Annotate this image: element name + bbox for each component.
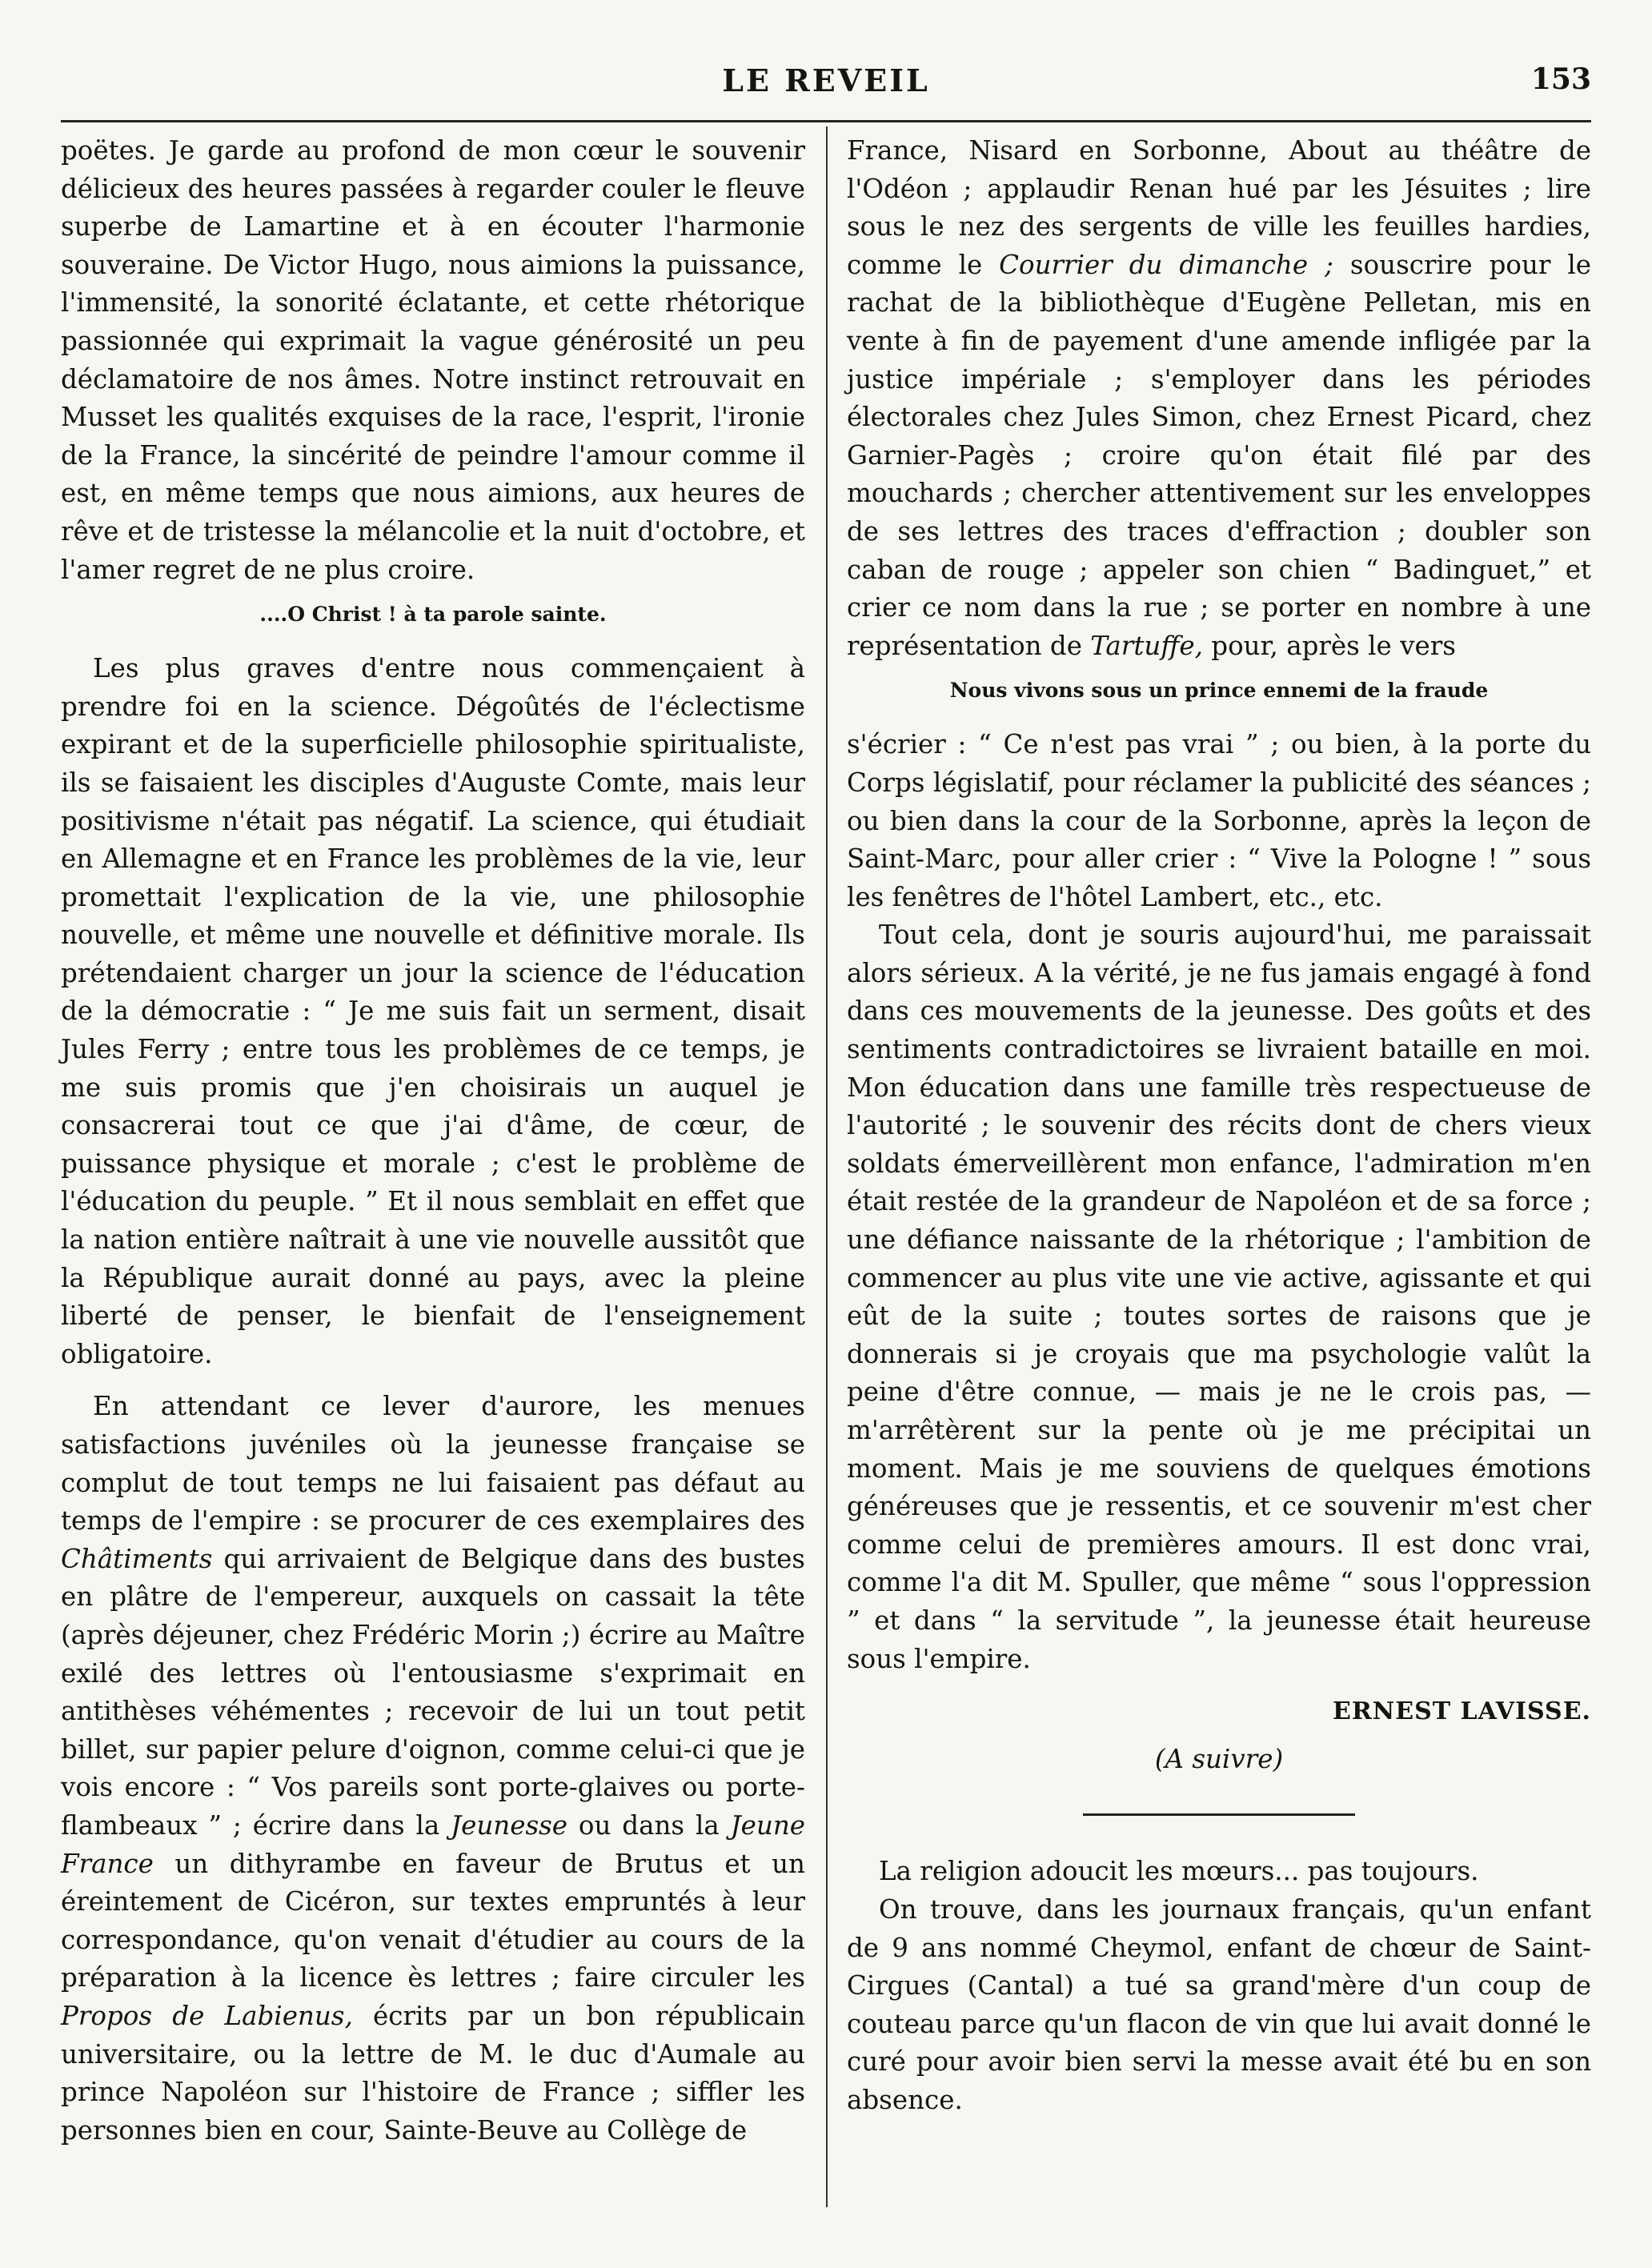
paragraph: s'écrier : “ Ce n'est pas vrai ” ; ou bien, à la porte du Corps législatif, pour réclamer la publicité des séances ; ou bien dans la cour de la Sorbonne, après la leçon de Saint-Marc, pour aller crier : “ Vive la Pologne ! ” sous les fenêtres de l'hôtel Lambert, etc., etc. <box>847 729 1591 912</box>
italic-title: Tartuffe, <box>1090 630 1203 661</box>
text-run: France, Nisard en Sorbonne, About au théâtre de l'Odéon ; applaudir Renan hué par les Jésuites ; lire sous le nez des sergents de ville les feuilles hardies, comme le <box>847 135 1591 280</box>
paragraph <box>61 1388 805 2150</box>
text-run: un dithyrambe en faveur de Brutus et un éreintement de Cicéron, sur textes empruntés à leur correspondance, qu'on venait d'étudier au cours de la préparation à la licence ès lettres ; faire circuler les <box>61 1848 805 1994</box>
text-run: ou dans la <box>567 1809 731 1841</box>
italic-title: Jeune France <box>61 1809 805 1879</box>
column-divider <box>826 126 828 2207</box>
text-run: écrits par un bon républicain universitaire, ou la lettre de M. le duc d'Aumale au prince Napoléon sur l'histoire de France ; siffler les personnes bien en cour, Sainte-Beuve au Collège de <box>61 2000 805 2146</box>
header-rule <box>61 120 1591 122</box>
paragraph <box>847 132 1591 665</box>
text-run: qui arrivaient de Belgique dans des bustes en plâtre de l'empereur, auxquels on cassait la tête (après déjeuner, chez Frédéric Morin ;) écrire au Maître exilé des lettres où l'entousiasme s'exprimait en antithèses véhémentes ; recevoir de lui un tout petit billet, sur papier pelure d'oignon, comme celui-ci que je vois encore : “ Vos pareils sont porte-glaives ou porte-flambeaux ” ; écrire dans la <box>61 1543 805 1841</box>
right-column <box>847 132 1591 2120</box>
left-column <box>61 132 805 2150</box>
text-run: pour, après le vers <box>1202 630 1456 661</box>
paragraph: poëtes. Je garde au profond de mon cœur le souvenir délicieux des heures passées à regarder couler le fleuve superbe de Lamartine et à en écouter l'harmonie souveraine. De Victor Hugo, nous aimions la puissance, l'immensité, la sonorité éclatante, et cette rhétorique passionnée qui exprimait la vague générosité un peu déclamatoire de nos âmes. Notre instinct retrouvait en Musset les qualités exquises de la race, l'esprit, l'ironie de la France, la sincérité de peindre l'amour comme il est, en même temps que nous aimions, aux heures de rêve et de tristesse la mélancolie et la nuit d'octobre, et l'amer regret de ne plus croire. <box>61 135 805 585</box>
italic-title: Propos de Labienus, <box>61 2000 353 2031</box>
paragraph: La religion adoucit les mœurs... pas toujours. <box>879 1856 1479 1887</box>
section-rule <box>1083 1813 1355 1816</box>
italic-title: Jeunesse <box>451 1809 568 1841</box>
page-number: 153 <box>1530 62 1591 96</box>
paragraph: Tout cela, dont je souris aujourd'hui, me paraissait alors sérieux. A la vérité, je ne fus jamais engagé à fond dans ces mouvements de la jeunesse. Des goûts et des sentiments contradictoires se livraient bataille en moi. Mon éducation dans une famille très respectueuse de l'autorité ; le souvenir des récits dont de chers vieux soldats émerveillèrent mon enfance, l'admiration m'en était restée de la grandeur de Napoléon et de sa force ; une défiance naissante de la rhétorique ; l'ambition de commencer au plus vite une vie active, agissante et qui eût de la suite ; toutes sortes de raisons que je donnerais si je croyais que ma psychologie valût la peine d'être connue, — mais je ne le crois pas, — m'arrêtèrent sur la pente où je me précipitai un moment. Mais je me souviens de quelques émotions généreuses que je ressentis, et ce souvenir m'est cher comme celui de premières amours. Il est donc vrai, comme l'a dit M. Spuller, que même “ sous l'oppression ” et dans “ la servitude ”, la jeunesse était heureuse sous l'empire. <box>847 920 1591 1674</box>
text-run: souscrire pour le rachat de la bibliothèque d'Eugène Pelletan, mis en vente à fin de payement d'une amende infligée par la justice impériale ; s'employer dans les périodes électorales chez Jules Simon, chez Ernest Picard, chez Garnier-Pagès ; croire qu'on était filé par des mouchards ; chercher attentivement sur les enveloppes de ses lettres des traces d'effraction ; doubler son caban de rouge ; appeler son chien “ Badinguet,” et crier ce nom dans la rue ; se porter en nombre à une représentation de <box>847 249 1591 661</box>
author-signature: ERNEST LAVISSE. <box>1333 1697 1591 1726</box>
italic-title: Châtiments <box>61 1543 213 1574</box>
italic-title: Courrier du dimanche ; <box>999 249 1333 280</box>
paragraph: Les plus graves d'entre nous commençaient à prendre foi en la science. Dégoûtés de l'éclectisme expirant et de la superficielle philosophie spiritualiste, ils se faisaient les disciples d'Auguste Comte, mais leur positivisme n'était pas négatif. La science, qui étudiait en Allemagne et en France les problèmes de la vie, leur promettait l'explication de la vie, une philosophie nouvelle, et même une nouvelle et définitive morale. Ils prétendaient charger un jour la science de l'éducation de la démocratie : “ Je me suis fait un serment, disait Jules Ferry ; entre tous les problèmes de ce temps, je me suis promis que j'en choisirais un auquel je consacrerai tout ce que j'ai d'âme, de cœur, de puissance physique et morale ; c'est le problème de l'éducation du peuple. ” Et il nous semblait en effet que la nation entière naîtrait à une vie nouvelle aussitôt que la République aurait donné au pays, avec la pleine liberté de penser, le bienfait de l'enseignement obligatoire. <box>61 653 805 1369</box>
verse-quote: Nous vivons sous un prince ennemi de la fraude <box>949 679 1489 703</box>
verse-quote: ....O Christ ! à ta parole sainte. <box>259 603 607 627</box>
text-run: En attendant ce lever d'aurore, les menues satisfactions juvéniles où la jeunesse française se complut de tout temps ne lui faisaient pas défaut au temps de l'empire : se procurer de ces exemplaires des <box>61 1391 805 1537</box>
journal-title: LE REVEIL <box>722 62 930 98</box>
page-header <box>61 62 1591 110</box>
to-be-continued: (A suivre) <box>1154 1743 1284 1774</box>
paragraph: On trouve, dans les journaux français, qu'un enfant de 9 ans nommé Cheymol, enfant de chœur de Saint-Cirgues (Cantal) a tué sa grand'mère d'un coup de couteau parce qu'un flacon de vin que lui avait donné le curé pour avoir bien servi la messe avait été bu en son absence. <box>847 1893 1591 2115</box>
